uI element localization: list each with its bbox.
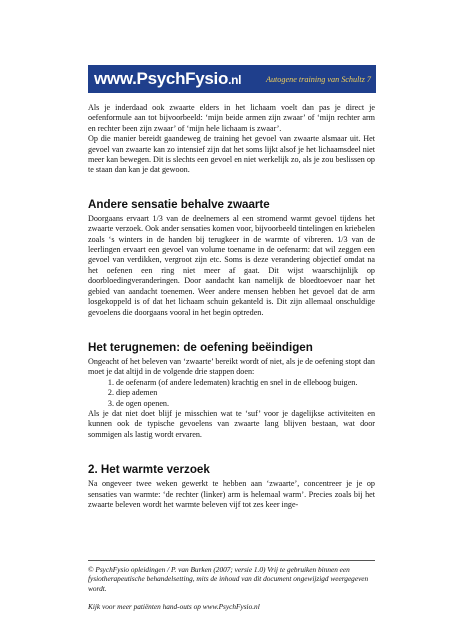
page-footer <box>88 560 375 612</box>
list-item: 3. de ogen openen. <box>116 399 375 409</box>
logo-suffix-text: .nl <box>228 73 242 87</box>
section-heading-andere-sensatie: Andere sensatie behalve zwaarte <box>88 197 270 211</box>
psychfysio-logo <box>94 68 241 91</box>
intro-paragraph-1: Als je inderdaad ook zwaarte elders in het lichaam voelt dan pas je direct je oefenformule aan tot bijvoorbeeld: ‘mijn beide armen zijn zwaar’ of ‘mijn rechter arm en rechter been zijn zwaar’ of ‘mijn hele lichaam is zwaar’. <box>88 103 375 133</box>
footer-more-handouts: Kijk voor meer patiënten hand-outs op www.PsychFysio.nl <box>88 602 260 612</box>
header-subtitle: Autogene training van Schultz 7 <box>265 75 371 84</box>
section-heading-terugnemen: Het terugnemen: de oefening beëindigen <box>88 340 313 354</box>
footer-copyright: © PsychFysio opleidingen / P. van Burken (2007; versie 1.0) Vrij te gebruiken binnen een fysiotherapeutische behandelsetting, mits de inhoud van dit document ongewijzigd weergegeven wordt. <box>88 565 369 593</box>
list-item: 2. diep ademen <box>116 388 375 398</box>
section-terugnemen-outro: Als je dat niet doet blijf je misschien wat te ‘suf’ voor je dagelijkse activiteiten en kunnen ook de typische gevoelens van zwaarte lang blijven bestaan, wat door sommigen als lastig wordt ervaren. <box>88 408 375 439</box>
intro-paragraph-2: Op die manier bereidt gaandeweg de training het gevoel van zwaarte alsmaar uit. Het gevoel van zwaarte kan zo intensief zijn dat het soms lijkt alsof je het lichaamsdeel niet meer kan bewegen. Dit is slechts een gevoel en niet werkelijk zo, als je zou beslissen op te staan dan kan je dat gewoon. <box>88 134 375 175</box>
section-terugnemen-intro: Ongeacht of het beleven van ‘zwaarte’ bereikt wordt of niet, als je de oefening stopt dan moet je dat altijd in de volgende drie stappen doen: <box>88 356 375 377</box>
steps-list <box>88 378 375 409</box>
page-header-banner <box>88 65 376 93</box>
document-body <box>88 103 375 510</box>
section-warmte-verzoek-body: Na ongeveer twee weken gewerkt te hebben aan ‘zwaarte’, concentreer je je op sensaties van warmte: ‘de rechter (linker) arm is helemaal warm’. Precies zoals bij het zwaarte beleven wordt het warmte beleven vijf tot zes keer inge- <box>88 479 375 509</box>
list-item: 1. de oefenarm (of andere ledematen) krachtig en snel in de elleboog buigen. <box>116 378 375 388</box>
section-andere-sensatie-body: Doorgaans ervaart 1/3 van de deelnemers al een stromend warmt gevoel tijdens het zwaarte verzoek. Ook ander sensaties komen voor, bijvoorbeeld tintelingen en kriebelen zoals ‘s winters in de handen bij terugkeer in de warmte of vibreren. 1/3 van de leerlingen ervaart een gevoel van volume toename in de oefenarm: dat wil zeggen een gevoel van verdikken, vergroot zijn etc. Soms is deze verandering objectief omdat na het oefenen een ring niet meer af gaat. Dit wijst waarschijnlijk op doorbloedingveranderingen. Door aandacht kan namelijk de bloedtoevoer naar het gebied van aandacht toenemen. Weer andere mensen hebben het gevoel dat de arm losgekoppeld is of dat het lichaam schuin gekanteld is. Dit zijn allemaal onschuldige gevoelens die doorgaans vooral in het begin optreden. <box>88 213 375 317</box>
section-heading-warmte-verzoek: 2. Het warmte verzoek <box>88 463 210 477</box>
logo-main-text: www.PsychFysio <box>94 69 229 88</box>
